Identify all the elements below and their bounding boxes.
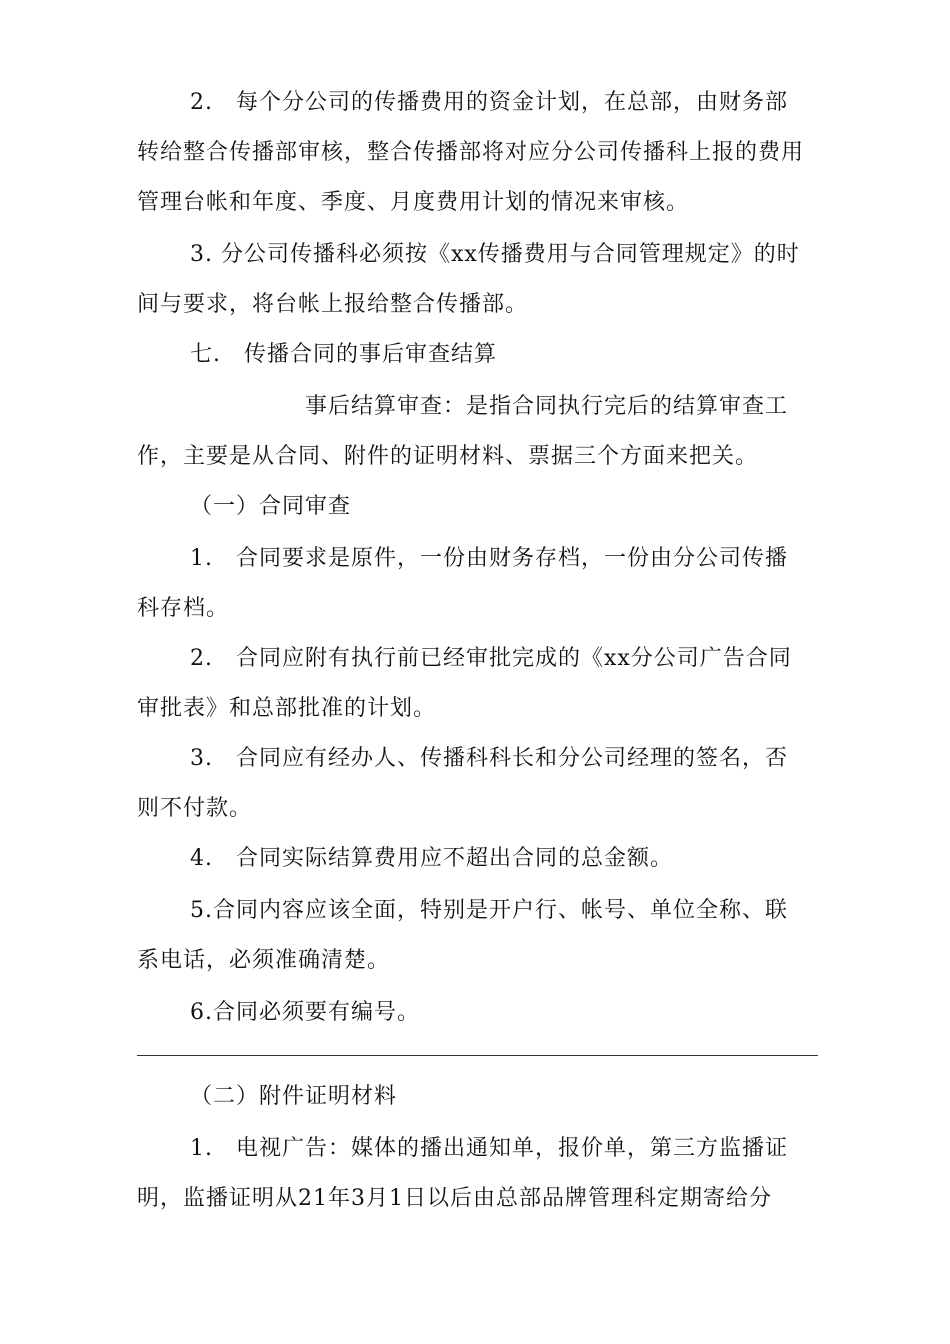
section-heading: 七. 传播合同的事后审查结算 bbox=[190, 342, 497, 367]
paragraph-line: 2. 每个分公司的传播费用的资金计划，在总部，由财务部 bbox=[190, 90, 788, 115]
paragraph-line: 3. 分公司传播科必须按《xx传播费用与合同管理规定》的时 bbox=[190, 242, 800, 267]
paragraph-line: 3. 合同应有经办人、传播科科长和分公司经理的签名，否 bbox=[190, 746, 788, 771]
paragraph-line: 则不付款。 bbox=[137, 796, 253, 821]
paragraph-line: 1. 电视广告：媒体的播出通知单，报价单，第三方监播证 bbox=[190, 1136, 788, 1161]
subsection-heading: （一）合同审查 bbox=[190, 494, 352, 519]
paragraph-line: 5.合同内容应该全面，特别是开户行、帐号、单位全称、联 bbox=[190, 898, 788, 923]
paragraph-line: 明，监播证明从21年3月1日以后由总部品牌管理科定期寄给分 bbox=[137, 1186, 772, 1211]
paragraph-line: 6.合同必须要有编号。 bbox=[190, 1000, 420, 1025]
subsection-heading: （二）附件证明材料 bbox=[190, 1084, 398, 1109]
paragraph-line: 间与要求，将台帐上报给整合传播部。 bbox=[137, 292, 529, 317]
paragraph-line: 科存档。 bbox=[137, 596, 230, 621]
paragraph-line: 作，主要是从合同、附件的证明材料、票据三个方面来把关。 bbox=[137, 444, 759, 469]
paragraph-line: 1. 合同要求是原件，一份由财务存档，一份由分公司传播 bbox=[190, 546, 788, 571]
paragraph-line: 审批表》和总部批准的计划。 bbox=[137, 696, 437, 721]
paragraph-line: 4. 合同实际结算费用应不超出合同的总金额。 bbox=[190, 846, 673, 871]
paragraph-line: 管理台帐和年度、季度、月度费用计划的情况来审核。 bbox=[137, 190, 690, 215]
paragraph-line: 事后结算审查：是指合同执行完后的结算审查工 bbox=[305, 394, 789, 419]
paragraph-line: 转给整合传播部审核，整合传播部将对应分公司传播科上报的费用 bbox=[137, 140, 805, 165]
horizontal-divider bbox=[137, 1055, 818, 1056]
paragraph-line: 2. 合同应附有执行前已经审批完成的《xx分公司广告合同 bbox=[190, 646, 792, 671]
paragraph-line: 系电话，必须准确清楚。 bbox=[137, 948, 391, 973]
